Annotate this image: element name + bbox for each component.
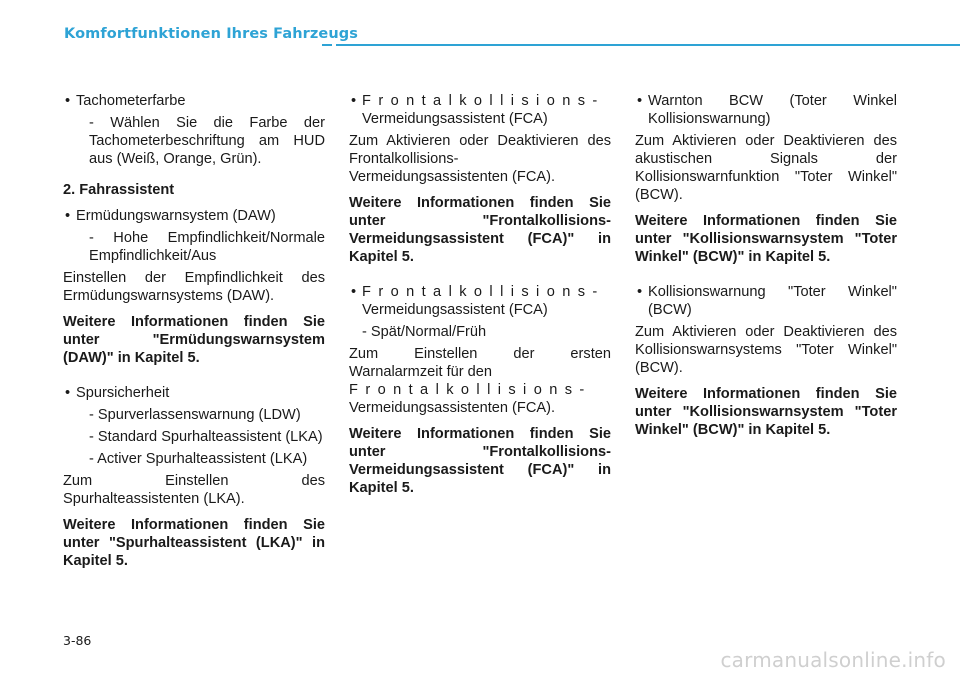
header-rule-accent: [322, 44, 332, 46]
paragraph: Zum Einstellen der ersten Warnalarmzeit für den Frontalkollisions- Vermeidungsassistenten (FCA).: [349, 346, 611, 416]
section-title: Komfortfunktionen Ihres Fahrzeugs: [64, 26, 358, 42]
paragraph: Zum Einstellen des Spurhalteassistenten (LKA).: [63, 473, 325, 507]
reference-note: Weitere Informationen finden Sie unter "Kollisionswarnsystem "Toter Winkel" (BCW)" in Kapitel 5.: [635, 213, 897, 265]
sub-item: - Spurverlassenswarnung (LDW): [89, 407, 301, 423]
bullet-item: • Kollisionswarnung "Toter Winkel" (BCW): [637, 284, 897, 318]
sub-item: - Activer Spurhalteassistent (LKA): [89, 451, 308, 467]
page-number: 3-86: [63, 633, 92, 648]
column-2: [349, 92, 611, 505]
column-3: [635, 92, 897, 447]
bullet-item: • Tachometerfarbe: [65, 93, 186, 109]
paragraph: Zum Aktivieren oder Deaktivieren des Frontalkollisions-Vermeidungsassistenten (FCA).: [349, 133, 611, 185]
bullet-item: • Frontalkollisions- Vermeidungsassistent (FCA): [351, 284, 605, 318]
paragraph: Zum Aktivieren oder Deaktivieren des Kollisionswarnsystems "Toter Winkel" (BCW).: [635, 324, 897, 376]
bullet-item: • Frontalkollisions- Vermeidungsassistent (FCA): [351, 93, 605, 127]
paragraph: Einstellen der Empfindlichkeit des Ermüdungswarnsystems (DAW).: [63, 270, 325, 304]
header-rule: [336, 44, 960, 46]
bullet-item: • Ermüdungswarnsystem (DAW): [65, 208, 276, 224]
reference-note: Weitere Informationen finden Sie unter "Frontalkollisions-Vermeidungsassistent (FCA)" in Kapitel 5.: [349, 426, 611, 496]
bullet-item: • Warnton BCW (Toter Winkel Kollisionswarnung): [637, 93, 897, 127]
sub-item: - Wählen Sie die Farbe der Tachometerbeschriftung am HUD aus (Weiß, Orange, Grün).: [89, 115, 325, 167]
page-header: [0, 0, 960, 60]
reference-note: Weitere Informationen finden Sie unter "Ermüdungswarnsystem (DAW)" in Kapitel 5.: [63, 314, 325, 366]
watermark: carmanualsonline.info: [720, 648, 946, 672]
sub-item: - Hohe Empfindlichkeit/Normale Empfindlichkeit/Aus: [89, 230, 325, 264]
paragraph: Zum Aktivieren oder Deaktivieren des akustischen Signals der Kollisionswarnfunktion "Toter Winkel" (BCW).: [635, 133, 897, 203]
sub-item: - Standard Spurhalteassistent (LKA): [89, 429, 323, 445]
column-1: [63, 92, 325, 578]
reference-note: Weitere Informationen finden Sie unter "Frontalkollisions-Vermeidungsassistent (FCA)" in Kapitel 5.: [349, 195, 611, 265]
section-heading: 2. Fahrassistent: [63, 182, 175, 198]
sub-item: - Spät/Normal/Früh: [362, 324, 487, 340]
bullet-item: • Spursicherheit: [65, 385, 170, 401]
reference-note: Weitere Informationen finden Sie unter "Spurhalteassistent (LKA)" in Kapitel 5.: [63, 517, 325, 569]
reference-note: Weitere Informationen finden Sie unter "Kollisionswarnsystem "Toter Winkel" (BCW)" in Kapitel 5.: [635, 386, 897, 438]
